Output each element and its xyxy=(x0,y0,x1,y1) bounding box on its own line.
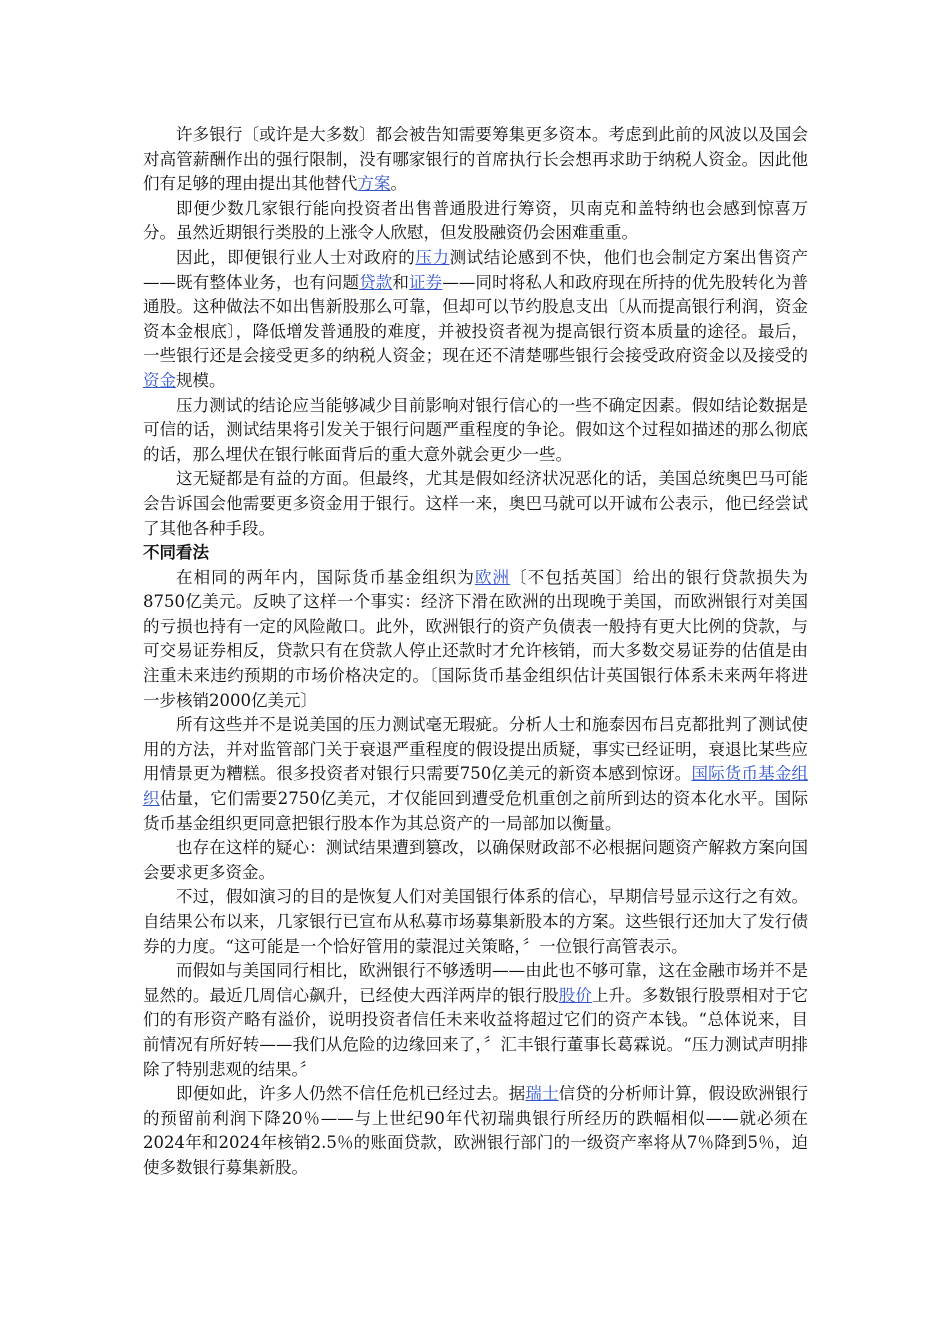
inline-link[interactable]: 欧洲 xyxy=(474,567,511,587)
text-run: 即便如此，许多人仍然不信任危机已经过去。据 xyxy=(176,1084,526,1104)
text-run: 上升。多数银行股票相对于它们的有形资产略有溢价，说明投资者信任未来收益将超过它们的资产本钱。“总体说来，目前情况有所好转——我们从危险的边缘回来了，〞汇丰银行董事长葛霖说。“压力测试声明排除了特别悲观的结果。〞 xyxy=(143,985,809,1079)
paragraph xyxy=(143,1082,808,1180)
text-run: 测试结论感到不快，他们也会制定方案出售资产——既有整体业务，也有问题 xyxy=(143,247,809,292)
inline-link[interactable]: 方案 xyxy=(357,174,391,194)
paragraph xyxy=(143,123,808,197)
text-run: 。 xyxy=(390,174,407,194)
text-run: 所有这些并不是说美国的压力测试毫无瑕疵。分析人士和施泰因布吕克都批判了测试使用的方法，并对监管部门关于衰退严重程度的假设提出质疑，事实已经证明，衰退比某些应用情景更为糟糕。很多投资者对银行只需要750亿美元的新资本感到惊讶。 xyxy=(143,715,808,784)
inline-link[interactable]: 证券 xyxy=(409,272,443,292)
text-run: 和 xyxy=(392,272,410,292)
text-run: 许多银行〔或许是大多数〕都会被告知需要筹集更多资本。考虑到此前的风波以及国会对高管薪酬作出的强行限制，没有哪家银行的首席执行长会想再求助于纳税人资金。因此他们有足够的理由提出其他替代 xyxy=(143,125,808,194)
text-run: 规模。 xyxy=(176,370,226,390)
text-run: 压力测试的结论应当能够减少目前影响对银行信心的一些不确定因素。假如结论数据是可信的话，测试结果将引发关于银行问题严重程度的争论。假如这个过程如描述的那么彻底的话，那么埋伏在银行帐面背后的重大意外就会更少一些。 xyxy=(143,395,808,464)
text-run: 在相同的两年内，国际货币基金组织为 xyxy=(176,567,475,587)
text-run: 不过，假如演习的目的是恢复人们对美国银行体系的信心，早期信号显示这行之有效。自结果公布以来，几家银行已宣布从私募市场募集新股本的方案。这些银行还加大了发行债券的力度。“这可能是一个恰好管用的蒙混过关策略，〞一位银行高管表示。 xyxy=(143,887,808,956)
inline-link[interactable]: 股价 xyxy=(558,985,592,1005)
text-run: 也存在这样的疑心：测试结果遭到篡改，以确保财政部不必根据问题资产解救方案向国会要求更多资金。 xyxy=(143,838,808,882)
text-run: 不同看法 xyxy=(143,543,209,563)
text-run: 即便少数几家银行能向投资者出售普通股进行筹资，贝南克和盖特纳也会感到惊喜万分。虽然近期银行类股的上涨令人欣慰，但发股融资仍会困难重重。 xyxy=(143,198,808,243)
text-run: 信贷的分析师计算，假设欧洲银行的预留前利润下降20％——与上世纪90年代初瑞典银行所经历的跌幅相似——就必须在2024年和2024年核销2.5％的账面贷款，欧洲银行部门的一级资产率将从7％降到5％，迫使多数银行募集新股。 xyxy=(143,1084,809,1177)
inline-link[interactable]: 压力 xyxy=(415,247,450,267)
inline-link[interactable]: 国际货币基金组织 xyxy=(143,764,808,809)
inline-link[interactable]: 瑞士 xyxy=(525,1084,559,1104)
paragraph xyxy=(143,959,808,1082)
inline-link[interactable]: 贷款 xyxy=(359,272,393,292)
paragraph xyxy=(143,394,808,468)
text-run: 〔不包括英国〕给出的银行贷款损失为8750亿美元。反映了这样一个事实：经济下滑在欧洲的出现晚于美国，而欧洲银行对美国的亏损也持有一定的风险敞口。此外，欧洲银行的资产负债表一般持有更大比例的贷款，与可交易证券相反，贷款只有在贷款人停止还款时才允许核销，而大多数交易证券的估值是由注重未来违约预期的市场价格决定的。〔国际货币基金组织估计英国银行体系未来两年将进一步核销2000亿美元〕 xyxy=(143,567,809,710)
text-run: 因此，即便银行业人士对政府的 xyxy=(176,247,416,267)
paragraph xyxy=(143,246,808,394)
paragraph xyxy=(143,885,808,959)
article-body xyxy=(143,123,808,1181)
text-run: ——同时将私人和政府现在所持的优先股转化为普通股。这种做法不如出售新股那么可靠，但却可以节约股息支出〔从而提高银行利润，资金资本金根底〕，降低增发普通股的难度，并被投资者视为提高银行资本质量的途径。最后，一些银行还是会接受更多的纳税人资金；现在还不清楚哪些银行会接受政府资金以及接受的 xyxy=(143,272,809,366)
paragraph xyxy=(143,713,808,836)
paragraph xyxy=(143,836,808,885)
paragraph xyxy=(143,566,808,714)
text-run: 这无疑都是有益的方面。但最终，尤其是假如经济状况恶化的话，美国总统奥巴马可能会告诉国会他需要更多资金用于银行。这样一来，奥巴马就可以开诚布公表示，他已经尝试了其他各种手段。 xyxy=(143,469,808,538)
paragraph xyxy=(143,467,808,541)
text-run: 而假如与美国同行相比，欧洲银行不够透明——由此也不够可靠，这在金融市场并不是显然的。最近几周信心飙升，已经使大西洋两岸的银行股 xyxy=(143,961,808,1005)
text-run: 估量，它们需要2750亿美元，才仅能回到遭受危机重创之前所到达的资本化水平。国际货币基金组织更同意把银行股本作为其总资产的一局部加以衡量。 xyxy=(143,789,808,833)
paragraph xyxy=(143,197,808,246)
section-heading xyxy=(143,541,808,566)
inline-link[interactable]: 资金 xyxy=(143,370,176,390)
